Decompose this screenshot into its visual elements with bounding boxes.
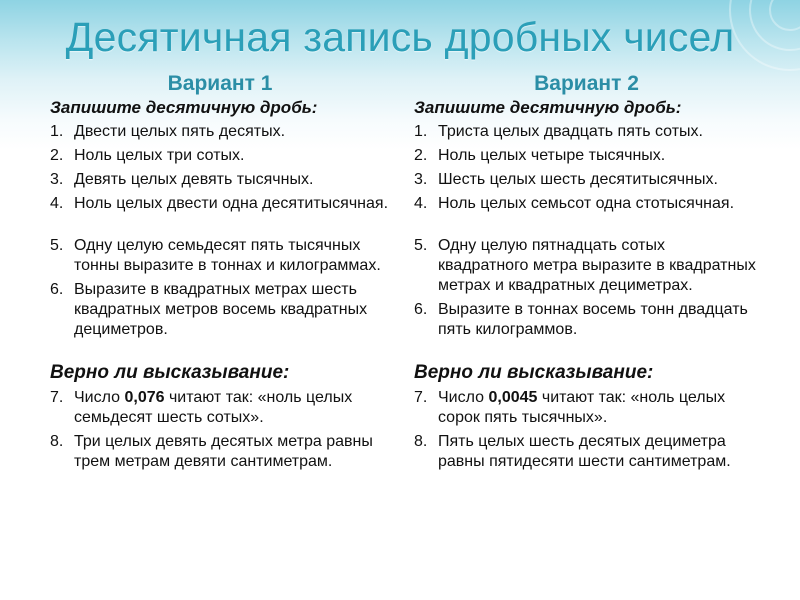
list-item: 2. Ноль целых четыре тысячных. — [414, 147, 666, 164]
variant-1-task-list — [50, 122, 390, 340]
list-item: 6. Выразите в квадратных метрах шесть квадратных метров восемь квадратных дециметров. — [50, 281, 368, 338]
variant-2-heading: Вариант 2 — [534, 72, 639, 95]
variant-1-heading: Вариант 1 — [167, 72, 273, 95]
list-item: 5. Одну целую пятнадцать сотых квадратного метра выразите в квадратных метрах и квадратных дециметрах. — [414, 237, 756, 294]
list-item: 3. Шесть целых шесть десятитысячных. — [414, 171, 718, 188]
variant-2-column — [414, 72, 759, 476]
list-item: 1. Двести целых пять десятых. — [50, 123, 286, 140]
list-item: 4. Ноль целых семьсот одна стотысячная. — [414, 195, 735, 212]
variant-1-column — [50, 72, 390, 476]
variant-1-statement-list — [50, 388, 390, 472]
list-item: 6. Выразите в тоннах восемь тонн двадцать пять килограммов. — [414, 301, 748, 338]
list-item: 7. Число 0,0045 читают так: «ноль целых сорок пять тысячных». — [414, 389, 726, 426]
list-item: 7. Число 0,076 читают так: «ноль целых семьдесят шесть сотых». — [50, 389, 353, 426]
slide-title: Десятичная запись дробных чисел — [65, 14, 735, 60]
list-item: 1. Триста целых двадцать пять сотых. — [414, 123, 703, 140]
variant-2-statement-list — [414, 388, 759, 472]
variant-2-question: Верно ли высказывание: — [414, 362, 654, 383]
variant-2-task-list — [414, 122, 759, 340]
variant-1-instruction: Запишите десятичную дробь: — [50, 98, 318, 117]
list-item: 4. Ноль целых двести одна десятитысячная. — [50, 195, 389, 212]
list-item: 3. Девять целых девять тысячных. — [50, 171, 314, 188]
variant-1-question: Верно ли высказывание: — [50, 362, 290, 383]
variant-2-instruction: Запишите десятичную дробь: — [414, 98, 682, 117]
list-item: 5. Одну целую семьдесят пять тысячных тонны выразите в тоннах и килограммах. — [50, 237, 381, 274]
list-item: 2. Ноль целых три сотых. — [50, 147, 245, 164]
list-item: 8. Три целых девять десятых метра равны трем метрам девяти сантиметрам. — [50, 433, 373, 470]
list-item: 8. Пять целых шесть десятых дециметра равны пятидесяти шести сантиметрам. — [414, 433, 731, 470]
